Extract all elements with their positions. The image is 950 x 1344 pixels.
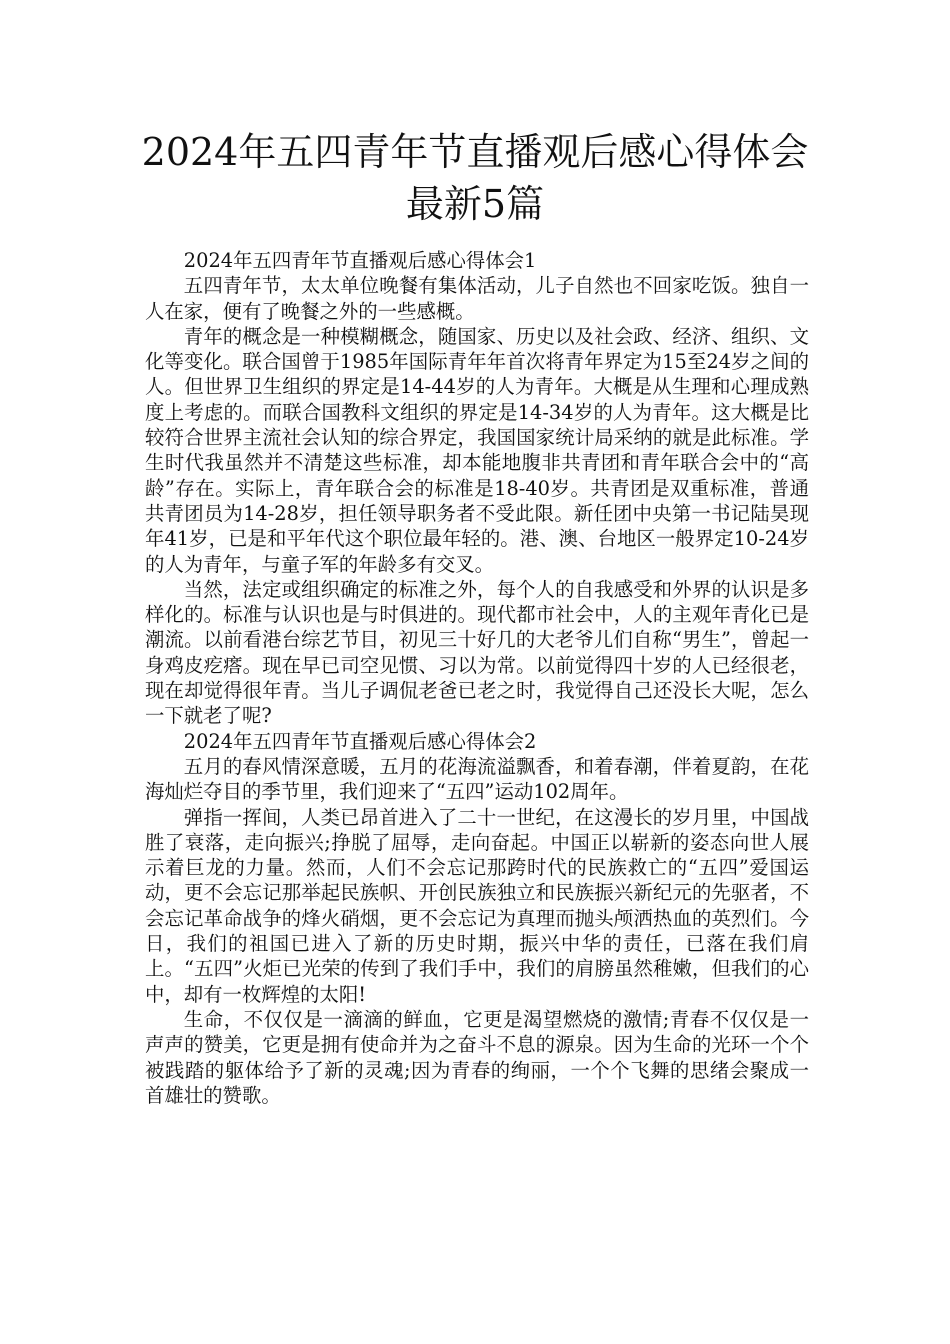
paragraph: 五月的春风情深意暖，五月的花海流溢飘香，和着春潮，伴着夏韵，在花海灿烂夺目的季节里，我们迎来了“五四”运动102周年。	[145, 754, 809, 804]
paragraph: 生命，不仅仅是一滴滴的鲜血，它更是渴望燃烧的激情;青春不仅仅是一声声的赞美，它更是拥有使命并为之奋斗不息的源泉。因为生命的光环一个个被践踏的躯体给予了新的灵魂;因为青春的绚丽，一个个飞舞的思绪会聚成一首雄壮的赞歌。	[145, 1007, 809, 1107]
document-title: 2024年五四青年节直播观后感心得体会最新5篇	[141, 130, 809, 226]
paragraph: 五四青年节，太太单位晚餐有集体活动，儿子自然也不回家吃饭。独自一人在家，便有了晚餐之外的一些感概。	[145, 274, 809, 323]
paragraph: 弹指一挥间，人类已昂首进入了二十一世纪，在这漫长的岁月里，中国战胜了衰落，走向振兴;挣脱了屈辱，走向奋起。中国正以崭新的姿态向世人展示着巨龙的力量。然而，人们不会忘记那跨时代的民族救亡的“五四”爱国运动，更不会忘记那举起民族帜、开创民族独立和民族振兴新纪元的先驱者，不会忘记革命战争的烽火硝烟，更不会忘记为真理而抛头颅洒热血的英烈们。今日，我们的祖国已进入了新的历史时期，振兴中华的责任，已落在我们肩上。“五四”火炬已光荣的传到了我们手中，我们的肩膀虽然稚嫩，但我们的心中，却有一枚辉煌的太阳!	[145, 805, 809, 1006]
paragraph: 当然，法定或组织确定的标准之外，每个人的自我感受和外界的认识是多样化的。标准与认识也是与时俱进的。现代都市社会中，人的主观年青化已是潮流。以前看港台综艺节目，初见三十好几的大老爷儿们自称“男生”，曾起一身鸡皮疙瘩。现在早已司空见惯、习以为常。以前觉得四十岁的人已经很老，现在却觉得很年青。当儿子调侃老爸已老之时，我觉得自己还没长大呢，怎么一下就老了呢?	[145, 577, 809, 728]
section-heading-2: 2024年五四青年节直播观后感心得体会2	[183, 729, 537, 753]
document-body	[145, 248, 809, 1108]
paragraph: 青年的概念是一种模糊概念，随国家、历史以及社会政、经济、组织、文化等变化。联合国曾于1985年国际青年年首次将青年界定为15至24岁之间的人。但世界卫生组织的界定是14-44岁的人为青年。大概是从生理和心理成熟度上考虑的。而联合国教科文组织的界定是14-34岁的人为青年。这大概是比较符合世界主流社会认知的综合界定，我国国家统计局采纳的就是此标准。学生时代我虽然并不清楚这些标准，却本能地腹非共青团和青年联合会中的“高龄”存在。实际上，青年联合会的标准是18-40岁。共青团是双重标准，普通共青团员为14-28岁，担任领导职务者不受此限。新任团中央第一书记陆昊现年41岁，已是和平年代这个职位最年轻的。港、澳、台地区一般界定10-24岁的人为青年，与童子军的年龄多有交叉。	[145, 324, 809, 576]
section-heading-1: 2024年五四青年节直播观后感心得体会1	[183, 249, 537, 272]
